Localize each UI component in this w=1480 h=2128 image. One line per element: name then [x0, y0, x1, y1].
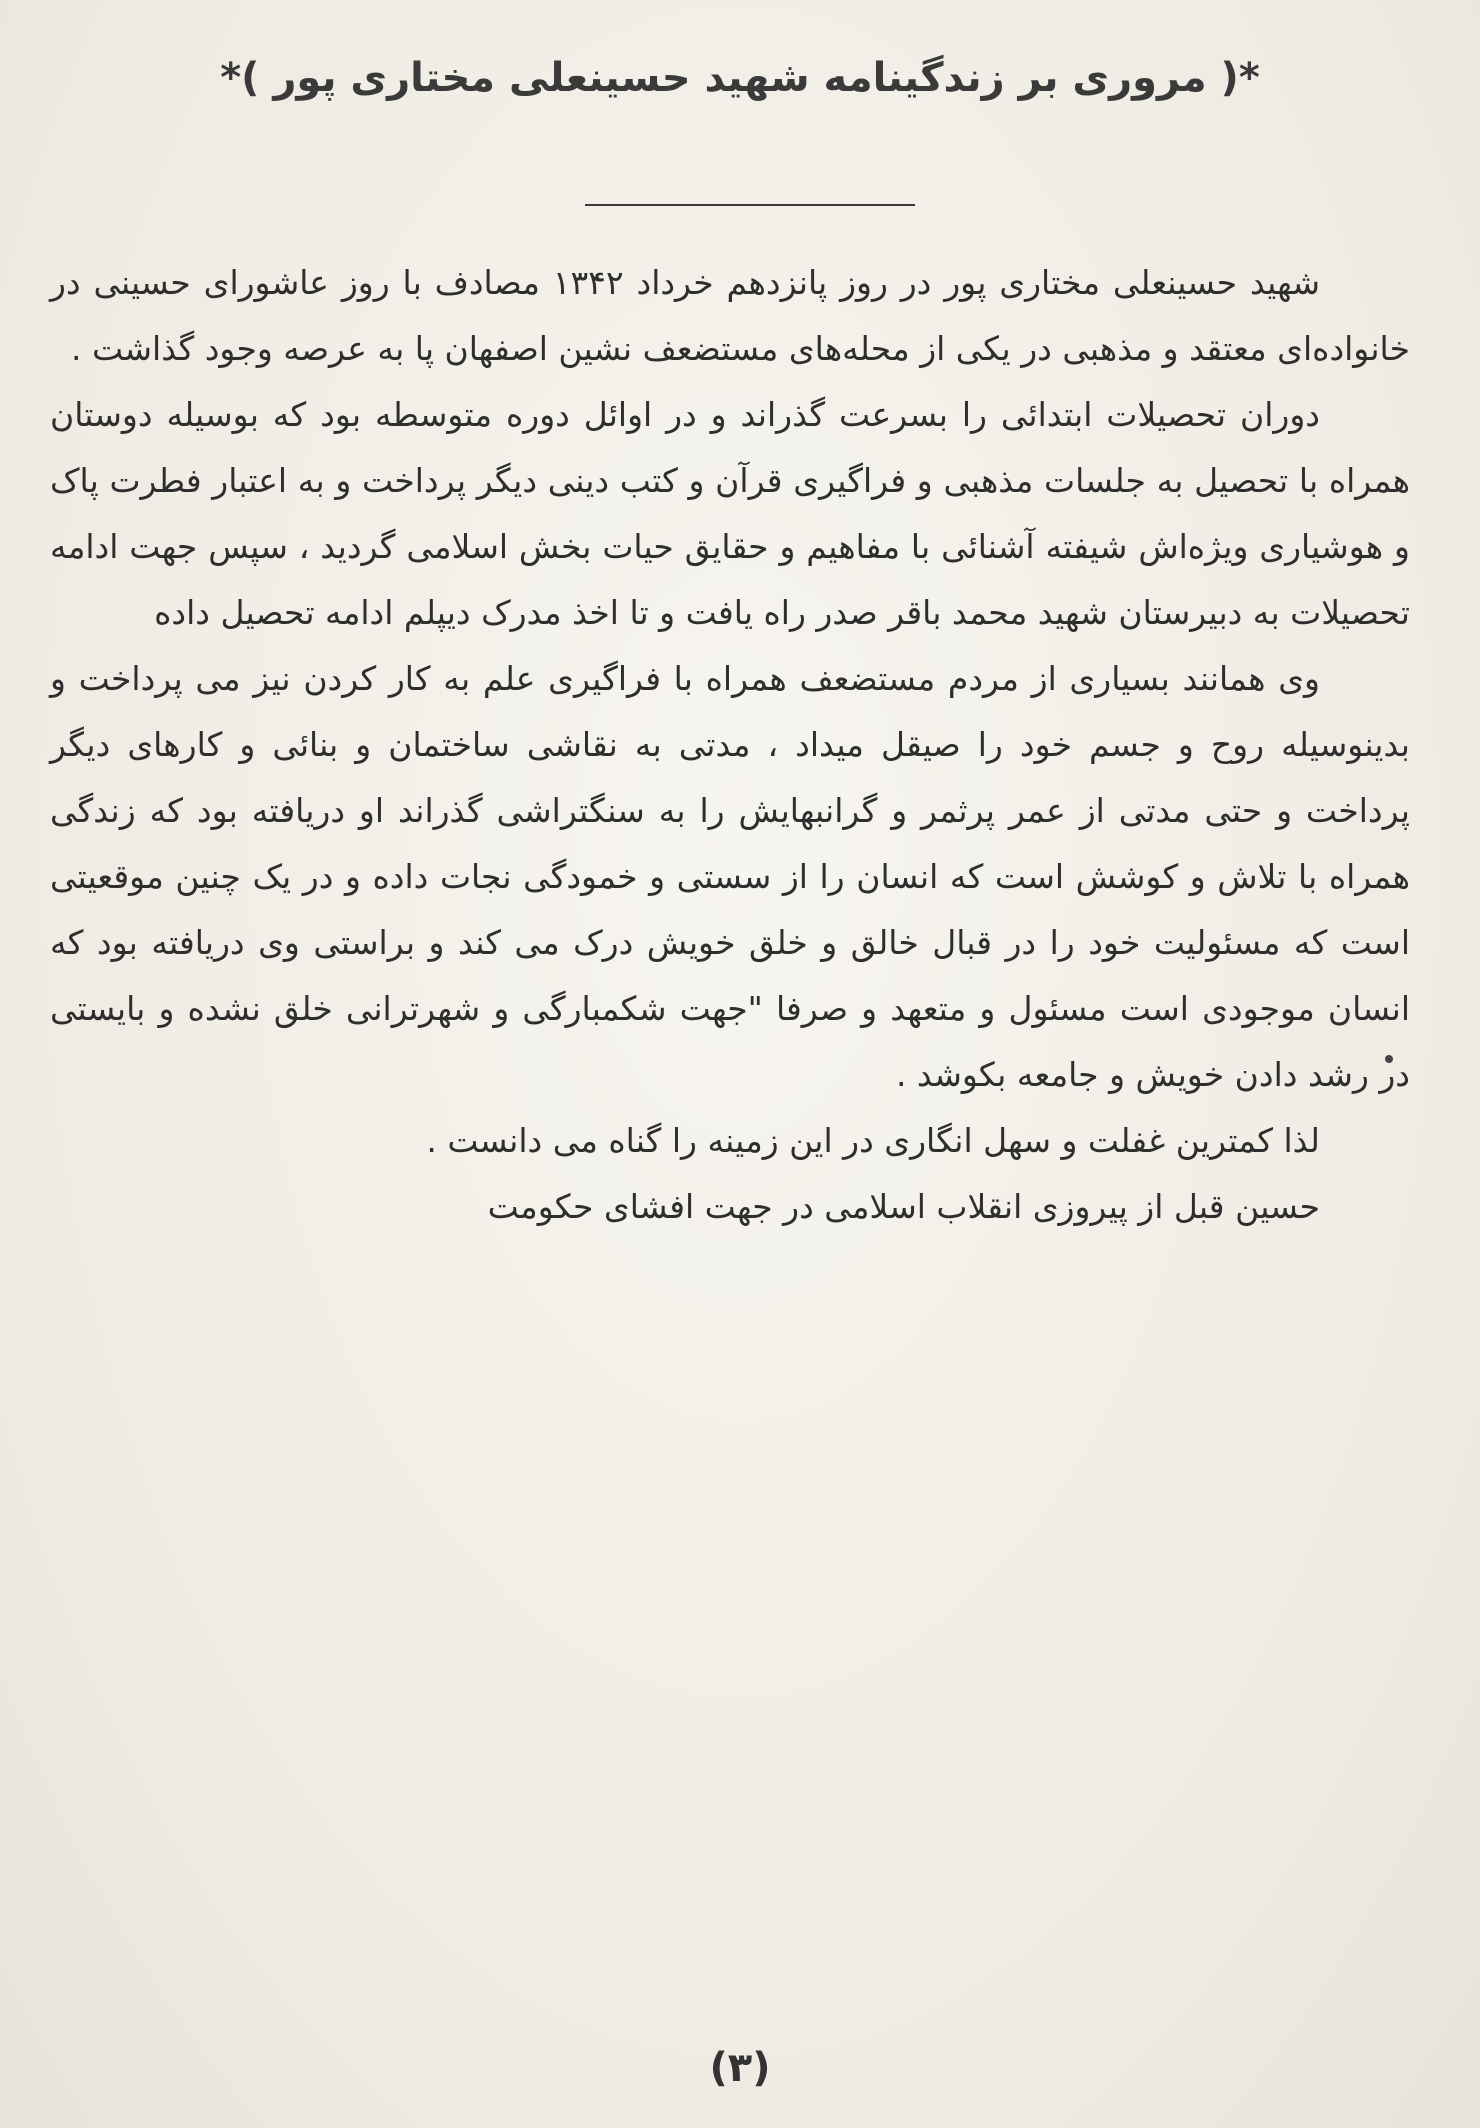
document-title: *( مروری بر زندگینامه شهید حسینعلی مختاری پور )*: [220, 55, 1260, 101]
page-number: (۳): [709, 2045, 771, 2091]
title-underline: [585, 204, 915, 206]
paragraph-1: شهید حسینعلی مختاری پور در روز پانزدهم خرداد ۱۳۴۲ مصادف با روز عاشورای حسینی در خانواده‌ای معتقد و مذهبی در یکی از محله‌های مستضعف نشین اصفهان پا به عرصه وجود گذاشت .: [50, 263, 1410, 368]
paragraph-5: حسین قبل از پیروزی انقلاب اسلامی در جهت افشای حکومت: [487, 1187, 1320, 1226]
paragraph-4: لذا کمترین غفلت و سهل انگاری در این زمینه را گناه می دانست .: [426, 1121, 1320, 1160]
document-body: [50, 250, 1410, 1240]
paragraph-3: وی همانند بسیاری از مردم مستضعف همراه با فراگیری علم به کار کردن نیز می پرداخت و بدینوسیله روح و جسم خود را صیقل میداد ، مدتی به نقاشی ساختمان و بنائی و کارهای دیگر پرداخت و حتی مدتی از عمر پرثمر و گرانبهایش را به سنگتراشی گذراند او دریافته بود که زندگی همراه با تلاش و کوشش است که انسان را از سستی و خمودگی نجات داده و در یک چنین موقعیتی است که مسئولیت خود را در قبال خالق و خلق خویش درک می کند و براستی وی دریافته بود که انسان موجودی است مسئول و متعهد و صرفا "جهت شکمبارگی و شهرترانی خلق نشده و بایستی در رشد دادن خویش و جامعه بکوشد .: [50, 659, 1410, 1094]
paragraph-2: دوران تحصیلات ابتدائی را بسرعت گذراند و در اوائل دوره متوسطه بود که بوسیله دوستان همراه با تحصیل به جلسات مذهبی و فراگیری قرآن و کتب دینی دیگر پرداخت و به اعتبار فطرت پاک و هوشیاری ویژه‌اش شیفته آشنائی با مفاهیم و حقایق حیات بخش اسلامی گردید ، سپس جهت ادامه تحصیلات به دبیرستان شهید محمد باقر صدر راه یافت و تا اخذ مدرک دیپلم ادامه تحصیل داده: [50, 395, 1410, 632]
